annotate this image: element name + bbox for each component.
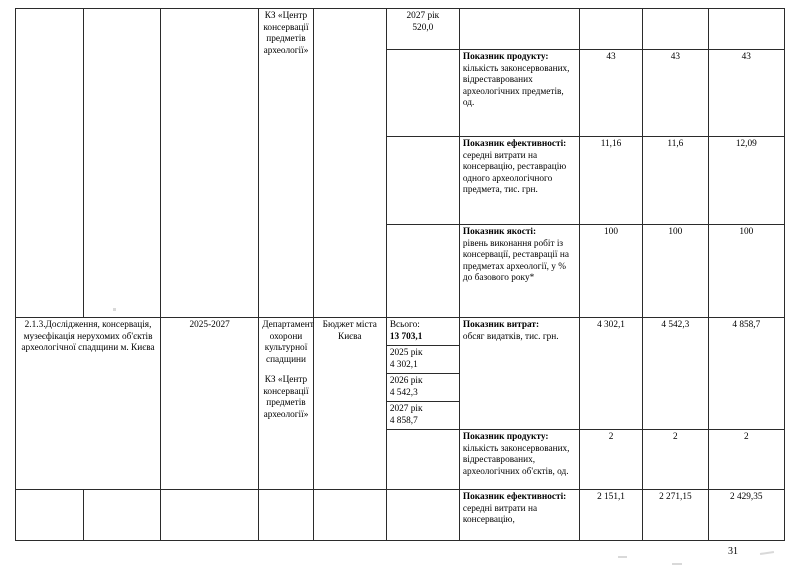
funding-source-text: Бюджет міста Києва xyxy=(322,320,377,342)
program-measures-table xyxy=(15,8,785,541)
sum-year-value: 4 542,3 xyxy=(389,387,418,398)
indicator-title: Показник ефективності: xyxy=(462,139,567,149)
cell-value-2025: 2 xyxy=(579,430,642,490)
cell-executor-2-1-3 xyxy=(259,318,314,490)
cell-term-empty xyxy=(161,9,259,318)
indicator-title: Показник ефективності: xyxy=(462,492,567,503)
indicator-body: середні витрати на консервацію, реставрацію одного археологічного предмета, тис. грн. xyxy=(462,150,567,196)
cell-indicator-expenses xyxy=(459,318,579,430)
cell-value-2027: 100 xyxy=(708,225,784,318)
cell-value-2027: 43 xyxy=(708,50,784,137)
cell-term-2-1-3 xyxy=(161,318,259,490)
sum-year-value: 4 858,7 xyxy=(389,415,418,426)
cell-sum-empty-b xyxy=(386,137,459,225)
cell-term-empty-2 xyxy=(161,490,259,541)
cell-value-2026: 100 xyxy=(643,225,708,318)
sum-year-label: 2026 рік xyxy=(389,376,423,387)
scan-artifact xyxy=(760,551,774,555)
sum-year-label: 2027 рік xyxy=(389,404,423,415)
table-row xyxy=(16,318,785,346)
indicator-body: рівень виконання робіт із консервації, реставрації на предметах археології, у % до базового року* xyxy=(462,238,569,284)
total-value: 13 703,1 xyxy=(389,331,423,342)
cell-sum-empty-e xyxy=(386,490,459,541)
cell-sum-2027 xyxy=(386,402,459,430)
indicator-title: Показник якості: xyxy=(462,227,537,237)
executor-secondary-text: КЗ «Центр консервації предметів археології» xyxy=(263,375,309,420)
cell-value-2025: 11,16 xyxy=(579,137,642,225)
cell-value-2025: 4 302,1 xyxy=(579,318,642,430)
executor-main-text: Департамент охорони культурної спадщини xyxy=(262,320,314,365)
indicator-body: середні витрати на консервацію, xyxy=(462,503,538,526)
measure-name-text: 2.1.3.Дослідження, консервація, музеєфікація нерухомих об'єктів археологічної спадщини м. Києва xyxy=(21,320,155,354)
cell-sum-empty-c xyxy=(386,225,459,318)
scan-artifact xyxy=(672,563,682,565)
cell-indicator-efficiency-1 xyxy=(459,137,579,225)
sum-year-value: 520,0 xyxy=(412,22,434,33)
cell-sum-2027 xyxy=(386,9,459,50)
scan-artifact xyxy=(113,308,116,311)
cell-value-2025: 100 xyxy=(579,225,642,318)
cell-measure-2-1-3-name xyxy=(16,318,161,490)
cell-indicator-quality-1 xyxy=(459,225,579,318)
cell-value-2026: 2 271,15 xyxy=(643,490,708,541)
cell-measure-name-empty-2 xyxy=(16,490,84,541)
cell-funding-source-2-1-3 xyxy=(313,318,386,490)
cell-indicator-product-1 xyxy=(459,50,579,137)
cell-value-2026: 2 xyxy=(643,430,708,490)
indicator-title: Показник продукту: xyxy=(462,52,549,62)
cell-funding-source-empty-2 xyxy=(313,490,386,541)
cell-value-2025: 2 151,1 xyxy=(579,490,642,541)
cell-total-2-1-3 xyxy=(386,318,459,346)
sum-year-label: 2025 рік xyxy=(389,348,423,359)
cell-sum-empty-d xyxy=(386,430,459,490)
cell-value-2027: 2 xyxy=(708,430,784,490)
cell-executor-empty-2 xyxy=(259,490,314,541)
cell-indicator-empty xyxy=(459,9,579,50)
indicator-title: Показник витрат: xyxy=(462,320,540,330)
sum-year-value: 4 302,1 xyxy=(389,359,418,370)
indicator-body: кількість законсервованих, відреставрованих археологічних предметів, од. xyxy=(462,63,570,109)
cell-value-2026: 11,6 xyxy=(643,137,708,225)
cell-sum-2026 xyxy=(386,374,459,402)
cell-sum-empty-a xyxy=(386,50,459,137)
indicator-title: Показник продукту: xyxy=(462,432,549,443)
table-row xyxy=(16,9,785,50)
cell-value-2027: 4 858,7 xyxy=(708,318,784,430)
cell-measure-desc-empty-2 xyxy=(83,490,160,541)
term-text: 2025-2027 xyxy=(189,320,230,330)
total-label: Всього: xyxy=(389,320,420,330)
cell-indicator-product-2 xyxy=(459,430,579,490)
cell-sum-2025 xyxy=(386,346,459,374)
cell-measure-name-empty xyxy=(16,9,84,318)
cell-value-2026: 43 xyxy=(643,50,708,137)
cell-measure-desc-empty xyxy=(83,9,160,318)
cell-indicator-efficiency-2 xyxy=(459,490,579,541)
cell-executor-archeology xyxy=(259,9,314,318)
cell-funding-source-empty xyxy=(313,9,386,318)
sum-year-label: 2027 рік xyxy=(406,11,440,21)
executor-text: КЗ «Центр консервації предметів археології» xyxy=(263,11,309,56)
cell-value-2026: 4 542,3 xyxy=(643,318,708,430)
indicator-body: кількість законсервованих, відреставрованих, археологічних об'єктів, од. xyxy=(462,443,570,477)
cell-value-empty-3 xyxy=(708,9,784,50)
page-number: 31 xyxy=(728,546,738,557)
cell-value-empty-2 xyxy=(643,9,708,50)
cell-value-2027: 12,09 xyxy=(708,137,784,225)
cell-value-empty-1 xyxy=(579,9,642,50)
indicator-body: обсяг видатків, тис. грн. xyxy=(462,331,559,342)
table-row xyxy=(16,490,785,541)
cell-value-2025: 43 xyxy=(579,50,642,137)
cell-value-2027: 2 429,35 xyxy=(708,490,784,541)
scan-artifact xyxy=(618,556,627,558)
